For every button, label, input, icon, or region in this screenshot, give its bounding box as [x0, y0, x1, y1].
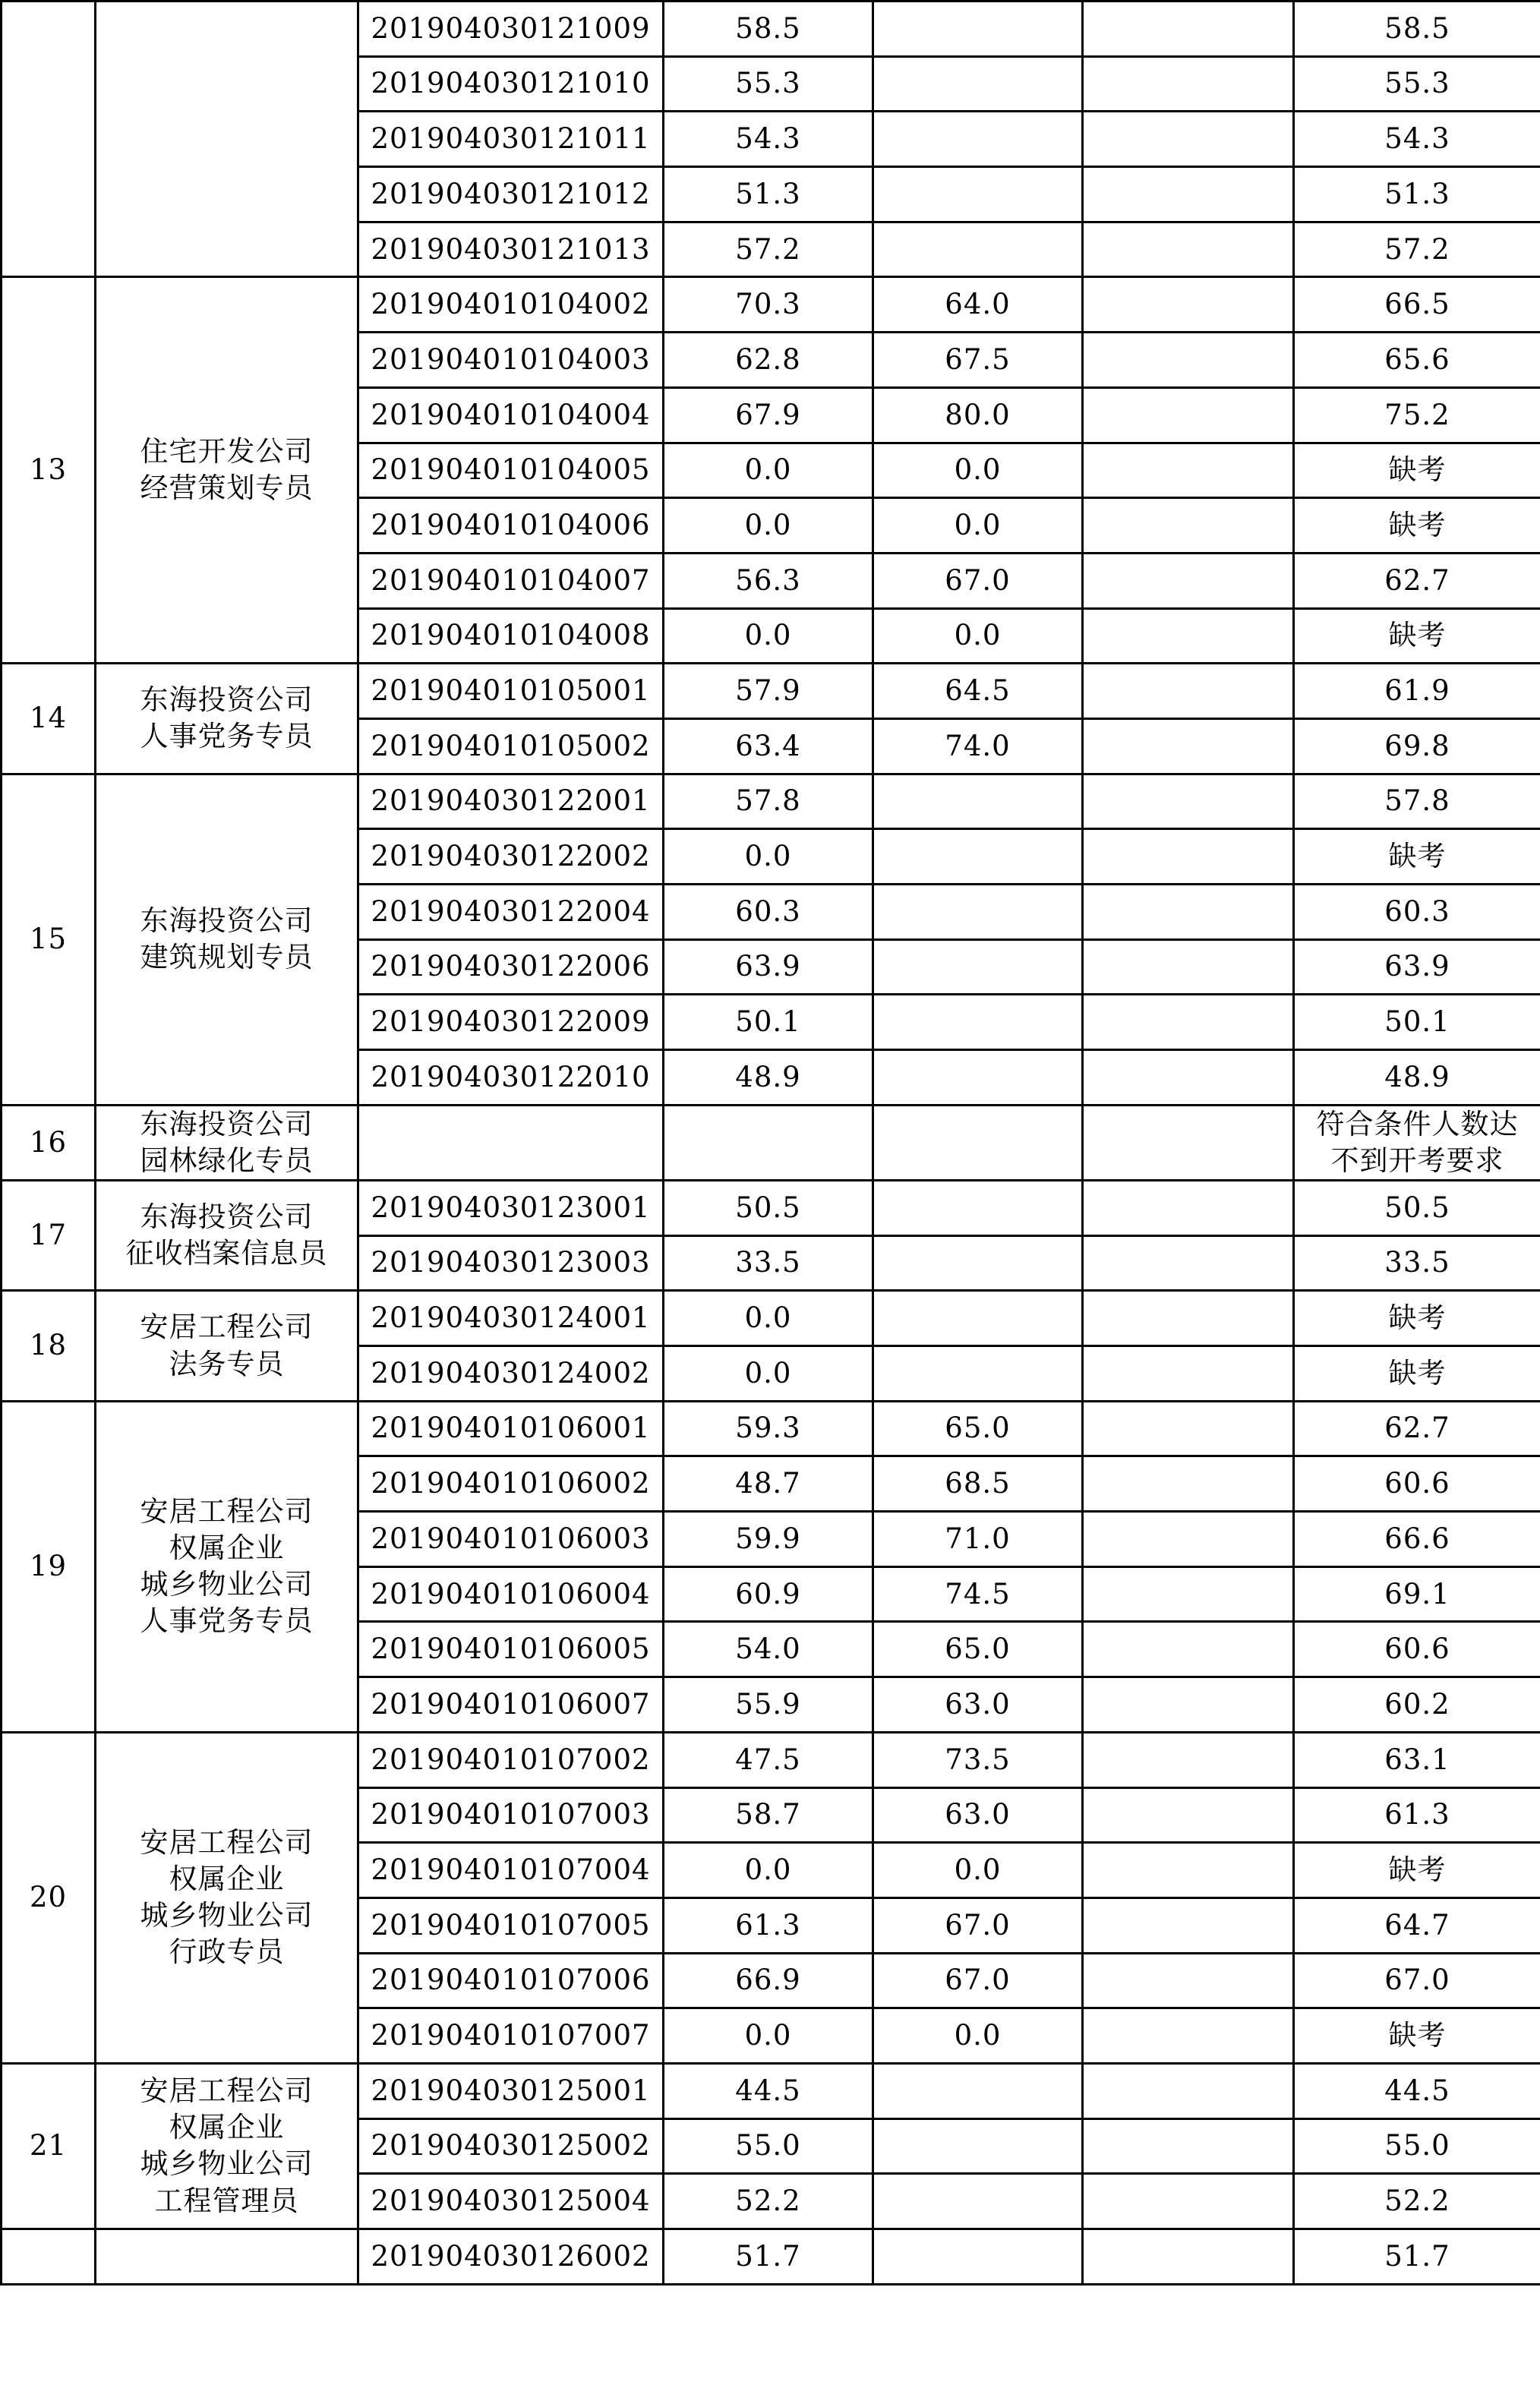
blank-cell — [1083, 1512, 1294, 1567]
total-score-cell: 57.8 — [1294, 774, 1540, 829]
interview-score-cell: 67.0 — [873, 1897, 1083, 1953]
written-score-cell: 60.3 — [664, 885, 873, 940]
table-row — [2, 1291, 1540, 1346]
written-score-cell: 0.0 — [664, 498, 873, 554]
sequence-number-cell: 16 — [2, 1105, 96, 1180]
blank-cell — [1083, 2, 1294, 57]
exam-id-cell: 201904010106004 — [358, 1566, 664, 1622]
exam-id-cell: 201904010104008 — [358, 608, 664, 664]
interview-score-cell — [873, 56, 1083, 112]
blank-cell — [1083, 1105, 1294, 1180]
blank-cell — [1083, 1787, 1294, 1843]
written-score-cell: 57.9 — [664, 664, 873, 719]
written-score-cell: 48.7 — [664, 1456, 873, 1512]
position-line: 安居工程公司 — [140, 2074, 314, 2108]
position-line: 权属企业 — [169, 1532, 285, 1565]
written-score-cell: 55.0 — [664, 2118, 873, 2174]
interview-score-cell — [873, 222, 1083, 277]
blank-cell — [1083, 829, 1294, 885]
interview-score-cell — [873, 2118, 1083, 2174]
written-score-cell: 67.9 — [664, 387, 873, 443]
blank-cell — [1083, 1732, 1294, 1787]
interview-score-cell — [873, 1346, 1083, 1402]
interview-score-cell — [873, 1050, 1083, 1106]
exam-id-cell: 201904030122002 — [358, 829, 664, 885]
interview-score-cell: 73.5 — [873, 1732, 1083, 1787]
blank-cell — [1083, 1897, 1294, 1953]
sequence-number-cell: 21 — [2, 2063, 96, 2229]
exam-id-cell — [358, 1105, 664, 1180]
interview-score-cell: 74.0 — [873, 718, 1083, 774]
interview-score-cell — [873, 774, 1083, 829]
written-score-cell: 50.5 — [664, 1180, 873, 1235]
blank-cell — [1083, 1235, 1294, 1291]
blank-cell — [1083, 277, 1294, 333]
written-score-cell: 0.0 — [664, 1291, 873, 1346]
blank-cell — [1083, 167, 1294, 222]
total-score-cell: 65.6 — [1294, 333, 1540, 388]
table-row — [2, 664, 1540, 719]
position-cell — [96, 2229, 358, 2285]
exam-id-cell: 201904010104006 — [358, 498, 664, 554]
exam-id-cell: 201904010106005 — [358, 1622, 664, 1677]
sequence-number-cell: 19 — [2, 1401, 96, 1732]
interview-score-cell: 64.5 — [873, 664, 1083, 719]
sequence-number-cell — [2, 2229, 96, 2285]
position-line: 东海投资公司 — [140, 1200, 314, 1234]
position-line: 权属企业 — [169, 2111, 285, 2144]
position-line: 城乡物业公司 — [140, 1899, 314, 1932]
blank-cell — [1083, 774, 1294, 829]
blank-cell — [1083, 1180, 1294, 1235]
written-score-cell: 63.4 — [664, 718, 873, 774]
interview-score-cell: 74.5 — [873, 1566, 1083, 1622]
interview-score-cell — [873, 2174, 1083, 2229]
written-score-cell: 70.3 — [664, 277, 873, 333]
total-score-cell: 66.5 — [1294, 277, 1540, 333]
position-line: 城乡物业公司 — [140, 1568, 314, 1601]
blank-cell — [1083, 553, 1294, 608]
exam-id-cell: 201904030122006 — [358, 939, 664, 995]
blank-cell — [1083, 1622, 1294, 1677]
blank-cell — [1083, 2174, 1294, 2229]
total-score-cell: 缺考 — [1294, 829, 1540, 885]
written-score-cell: 0.0 — [664, 1843, 873, 1898]
table-row — [2, 2229, 1540, 2285]
score-table-body — [2, 2, 1540, 2285]
table-row — [2, 1401, 1540, 1456]
total-score-cell: 50.1 — [1294, 995, 1540, 1050]
written-score-cell: 58.5 — [664, 2, 873, 57]
total-score-cell: 62.7 — [1294, 553, 1540, 608]
position-line: 城乡物业公司 — [140, 2147, 314, 2181]
position-line: 权属企业 — [169, 1863, 285, 1896]
blank-cell — [1083, 1456, 1294, 1512]
blank-cell — [1083, 1291, 1294, 1346]
written-score-cell: 33.5 — [664, 1235, 873, 1291]
interview-score-cell — [873, 885, 1083, 940]
blank-cell — [1083, 1953, 1294, 2008]
sequence-number-cell: 13 — [2, 277, 96, 664]
written-score-cell: 0.0 — [664, 2008, 873, 2064]
position-line: 东海投资公司 — [140, 1107, 314, 1140]
exam-id-cell: 201904030123003 — [358, 1235, 664, 1291]
total-score-cell: 62.7 — [1294, 1401, 1540, 1456]
interview-score-cell: 71.0 — [873, 1512, 1083, 1567]
interview-score-cell: 67.5 — [873, 333, 1083, 388]
written-score-cell: 66.9 — [664, 1953, 873, 2008]
blank-cell — [1083, 1566, 1294, 1622]
total-score-cell: 60.2 — [1294, 1677, 1540, 1733]
interview-score-cell — [873, 1235, 1083, 1291]
interview-score-cell — [873, 939, 1083, 995]
interview-score-cell: 0.0 — [873, 608, 1083, 664]
total-score-cell: 64.7 — [1294, 1897, 1540, 1953]
exam-id-cell: 201904030122009 — [358, 995, 664, 1050]
exam-id-cell: 201904010107003 — [358, 1787, 664, 1843]
table-row — [2, 1105, 1540, 1180]
total-score-cell: 缺考 — [1294, 443, 1540, 498]
written-score-cell — [664, 1105, 873, 1180]
interview-score-cell: 80.0 — [873, 387, 1083, 443]
total-score-cell: 61.9 — [1294, 664, 1540, 719]
interview-score-cell: 65.0 — [873, 1622, 1083, 1677]
blank-cell — [1083, 2008, 1294, 2064]
position-cell — [96, 664, 358, 774]
table-row — [2, 277, 1540, 333]
total-score-cell: 48.9 — [1294, 1050, 1540, 1106]
position-cell — [96, 1732, 358, 2063]
blank-cell — [1083, 718, 1294, 774]
total-score-cell: 63.9 — [1294, 939, 1540, 995]
note-line: 不到开考要求 — [1330, 1144, 1504, 1177]
total-score-cell: 55.0 — [1294, 2118, 1540, 2174]
exam-id-cell: 201904030122004 — [358, 885, 664, 940]
exam-id-cell: 201904030126002 — [358, 2229, 664, 2285]
written-score-cell: 51.3 — [664, 167, 873, 222]
interview-score-cell — [873, 2, 1083, 57]
exam-id-cell: 201904030123001 — [358, 1180, 664, 1235]
interview-score-cell — [873, 1180, 1083, 1235]
blank-cell — [1083, 2063, 1294, 2118]
total-score-cell: 51.7 — [1294, 2229, 1540, 2285]
total-score-cell: 63.1 — [1294, 1732, 1540, 1787]
position-line: 经营策划专员 — [140, 472, 314, 505]
exam-id-cell: 201904030125001 — [358, 2063, 664, 2118]
written-score-cell: 59.3 — [664, 1401, 873, 1456]
exam-id-cell: 201904030121009 — [358, 2, 664, 57]
written-score-cell: 47.5 — [664, 1732, 873, 1787]
total-score-cell: 67.0 — [1294, 1953, 1540, 2008]
written-score-cell: 0.0 — [664, 1346, 873, 1402]
total-score-cell: 缺考 — [1294, 608, 1540, 664]
blank-cell — [1083, 333, 1294, 388]
interview-score-cell — [873, 2063, 1083, 2118]
blank-cell — [1083, 939, 1294, 995]
position-cell — [96, 1291, 358, 1401]
written-score-cell: 57.8 — [664, 774, 873, 829]
exam-id-cell: 201904010107005 — [358, 1897, 664, 1953]
position-line: 住宅开发公司 — [140, 435, 314, 468]
exam-id-cell: 201904010104003 — [358, 333, 664, 388]
exam-id-cell: 201904030124002 — [358, 1346, 664, 1402]
note-line: 符合条件人数达 — [1316, 1107, 1519, 1140]
blank-cell — [1083, 112, 1294, 167]
position-line: 建筑规划专员 — [140, 941, 314, 974]
position-cell — [96, 1105, 358, 1180]
blank-cell — [1083, 443, 1294, 498]
position-cell — [96, 1401, 358, 1732]
written-score-cell: 59.9 — [664, 1512, 873, 1567]
interview-score-cell — [873, 167, 1083, 222]
exam-id-cell: 201904030122010 — [358, 1050, 664, 1106]
interview-score-cell: 67.0 — [873, 553, 1083, 608]
exam-id-cell: 201904030121012 — [358, 167, 664, 222]
blank-cell — [1083, 1401, 1294, 1456]
written-score-cell: 0.0 — [664, 829, 873, 885]
table-row — [2, 1732, 1540, 1787]
sequence-number-cell: 20 — [2, 1732, 96, 2063]
position-line: 安居工程公司 — [140, 1826, 314, 1860]
written-score-cell: 50.1 — [664, 995, 873, 1050]
written-score-cell: 54.3 — [664, 112, 873, 167]
total-score-cell: 60.3 — [1294, 885, 1540, 940]
total-score-cell: 69.8 — [1294, 718, 1540, 774]
total-score-cell: 缺考 — [1294, 1346, 1540, 1402]
interview-score-cell: 0.0 — [873, 498, 1083, 554]
exam-id-cell: 201904030124001 — [358, 1291, 664, 1346]
sequence-number-cell — [2, 2, 96, 277]
blank-cell — [1083, 56, 1294, 112]
interview-score-cell: 0.0 — [873, 443, 1083, 498]
exam-id-cell: 201904010106001 — [358, 1401, 664, 1456]
exam-id-cell: 201904010107004 — [358, 1843, 664, 1898]
exam-id-cell: 201904010107007 — [358, 2008, 664, 2064]
blank-cell — [1083, 664, 1294, 719]
position-line: 人事党务专员 — [140, 720, 314, 753]
exam-id-cell: 201904030125004 — [358, 2174, 664, 2229]
exam-id-cell: 201904010104005 — [358, 443, 664, 498]
blank-cell — [1083, 885, 1294, 940]
interview-score-cell — [873, 1105, 1083, 1180]
position-line: 东海投资公司 — [140, 683, 314, 717]
written-score-cell: 60.9 — [664, 1566, 873, 1622]
exam-id-cell: 201904010104004 — [358, 387, 664, 443]
written-score-cell: 48.9 — [664, 1050, 873, 1106]
written-score-cell: 55.3 — [664, 56, 873, 112]
total-score-cell: 61.3 — [1294, 1787, 1540, 1843]
interview-score-cell: 67.0 — [873, 1953, 1083, 2008]
sequence-number-cell: 15 — [2, 774, 96, 1105]
total-score-cell: 缺考 — [1294, 2008, 1540, 2064]
blank-cell — [1083, 2118, 1294, 2174]
interview-score-cell: 68.5 — [873, 1456, 1083, 1512]
total-score-cell: 缺考 — [1294, 1843, 1540, 1898]
total-score-cell: 52.2 — [1294, 2174, 1540, 2229]
position-cell — [96, 277, 358, 664]
blank-cell — [1083, 387, 1294, 443]
interview-score-cell: 0.0 — [873, 2008, 1083, 2064]
interview-score-cell — [873, 2229, 1083, 2285]
interview-score-cell — [873, 995, 1083, 1050]
blank-cell — [1083, 2229, 1294, 2285]
position-line: 行政专员 — [169, 1935, 285, 1969]
blank-cell — [1083, 1346, 1294, 1402]
position-line: 人事党务专员 — [140, 1604, 314, 1638]
exam-id-cell: 201904010107002 — [358, 1732, 664, 1787]
total-score-cell: 44.5 — [1294, 2063, 1540, 2118]
written-score-cell: 55.9 — [664, 1677, 873, 1733]
position-cell — [96, 774, 358, 1105]
written-score-cell: 57.2 — [664, 222, 873, 277]
blank-cell — [1083, 222, 1294, 277]
total-score-cell: 55.3 — [1294, 56, 1540, 112]
exam-id-cell: 201904030125002 — [358, 2118, 664, 2174]
interview-score-cell: 64.0 — [873, 277, 1083, 333]
exam-id-cell: 201904030122001 — [358, 774, 664, 829]
position-cell — [96, 2, 358, 277]
exam-id-cell: 201904010107006 — [358, 1953, 664, 2008]
table-row — [2, 774, 1540, 829]
position-line: 安居工程公司 — [140, 1495, 314, 1528]
table-row — [2, 2, 1540, 57]
written-score-cell: 62.8 — [664, 333, 873, 388]
written-score-cell: 51.7 — [664, 2229, 873, 2285]
interview-score-cell — [873, 1291, 1083, 1346]
written-score-cell: 0.0 — [664, 443, 873, 498]
written-score-cell: 0.0 — [664, 608, 873, 664]
total-score-cell: 60.6 — [1294, 1622, 1540, 1677]
exam-id-cell: 201904030121011 — [358, 112, 664, 167]
exam-id-cell: 201904010105002 — [358, 718, 664, 774]
total-score-cell: 75.2 — [1294, 387, 1540, 443]
position-line: 征收档案信息员 — [125, 1237, 328, 1270]
interview-score-cell — [873, 112, 1083, 167]
sequence-number-cell: 18 — [2, 1291, 96, 1401]
position-line: 安居工程公司 — [140, 1311, 314, 1344]
interview-score-cell: 65.0 — [873, 1401, 1083, 1456]
written-score-cell: 58.7 — [664, 1787, 873, 1843]
written-score-cell: 63.9 — [664, 939, 873, 995]
total-score-cell: 50.5 — [1294, 1180, 1540, 1235]
total-score-cell: 58.5 — [1294, 2, 1540, 57]
position-cell — [96, 1180, 358, 1290]
total-score-cell: 51.3 — [1294, 167, 1540, 222]
blank-cell — [1083, 1050, 1294, 1106]
blank-cell — [1083, 498, 1294, 554]
total-score-cell: 57.2 — [1294, 222, 1540, 277]
exam-id-cell: 201904030121013 — [358, 222, 664, 277]
total-score-cell: 33.5 — [1294, 1235, 1540, 1291]
position-line: 园林绿化专员 — [140, 1144, 314, 1177]
exam-id-cell: 201904010106002 — [358, 1456, 664, 1512]
blank-cell — [1083, 995, 1294, 1050]
total-score-cell: 缺考 — [1294, 498, 1540, 554]
sequence-number-cell: 17 — [2, 1180, 96, 1290]
exam-id-cell: 201904010106007 — [358, 1677, 664, 1733]
total-score-cell: 69.1 — [1294, 1566, 1540, 1622]
sequence-number-cell: 14 — [2, 664, 96, 774]
position-line: 法务专员 — [169, 1347, 285, 1380]
written-score-cell: 61.3 — [664, 1897, 873, 1953]
exam-id-cell: 201904010105001 — [358, 664, 664, 719]
total-score-cell: 66.6 — [1294, 1512, 1540, 1567]
blank-cell — [1083, 1677, 1294, 1733]
exam-id-cell: 201904010104002 — [358, 277, 664, 333]
total-score-cell: 60.6 — [1294, 1456, 1540, 1512]
written-score-cell: 52.2 — [664, 2174, 873, 2229]
table-row — [2, 2063, 1540, 2118]
blank-cell — [1083, 1843, 1294, 1898]
position-line: 工程管理员 — [154, 2184, 299, 2217]
exam-id-cell: 201904030121010 — [358, 56, 664, 112]
total-score-cell: 缺考 — [1294, 1291, 1540, 1346]
blank-cell — [1083, 608, 1294, 664]
interview-score-cell: 63.0 — [873, 1677, 1083, 1733]
exam-id-cell: 201904010106003 — [358, 1512, 664, 1567]
written-score-cell: 44.5 — [664, 2063, 873, 2118]
written-score-cell: 54.0 — [664, 1622, 873, 1677]
interview-score-cell: 0.0 — [873, 1843, 1083, 1898]
position-cell — [96, 2063, 358, 2229]
interview-score-cell: 63.0 — [873, 1787, 1083, 1843]
total-score-cell — [1294, 1105, 1540, 1180]
written-score-cell: 56.3 — [664, 553, 873, 608]
position-line: 东海投资公司 — [140, 904, 314, 938]
exam-id-cell: 201904010104007 — [358, 553, 664, 608]
table-row — [2, 1180, 1540, 1235]
total-score-cell: 54.3 — [1294, 112, 1540, 167]
interview-score-cell — [873, 829, 1083, 885]
